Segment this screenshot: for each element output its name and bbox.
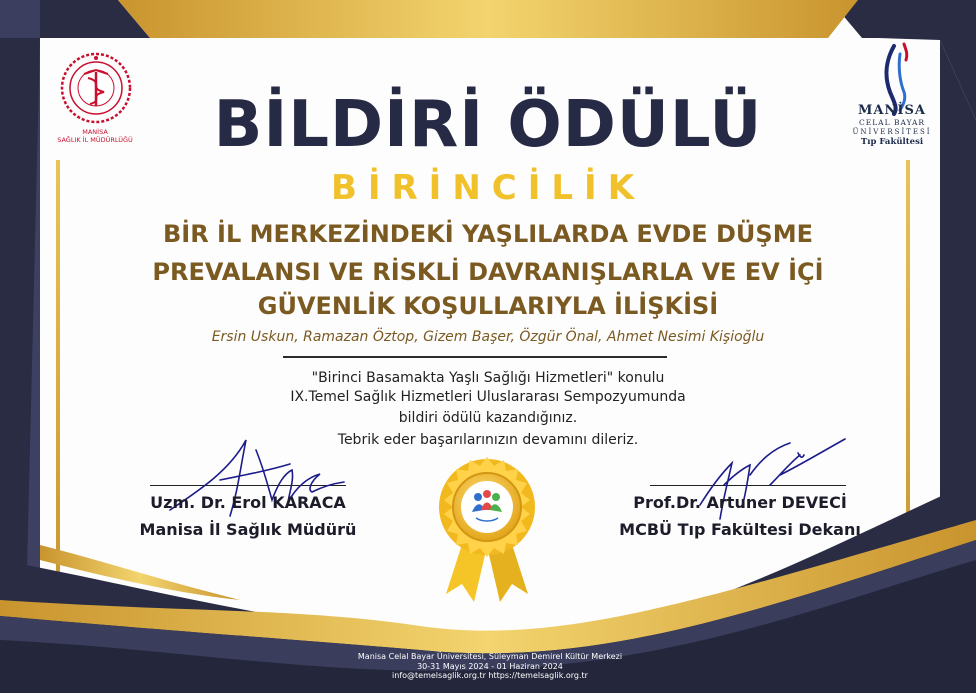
paper-title-line-3: GÜVENLİK KOŞULLARIYLA İLİŞKİSİ xyxy=(257,292,719,320)
body-line-4: Tebrik eder başarılarınızın devamını dileriz. xyxy=(337,432,639,448)
body-line-1: "Birinci Basamakta Yaşlı Sağlığı Hizmetleri" konulu xyxy=(311,370,665,386)
left-logo-line2: SAĞLIK İL MÜDÜRLÜĞÜ xyxy=(57,136,133,144)
right-logo-line3: ÜNİVERSİTESİ xyxy=(852,128,932,136)
footer-dates: 30-31 Mayıs 2024 - 01 Haziran 2024 xyxy=(417,661,563,671)
medal-icon xyxy=(432,452,542,612)
right-signatory-name: Prof.Dr. Artuner DEVECİ xyxy=(633,493,847,512)
body-line-2: IX.Temel Sağlık Hizmetleri Uluslararası Sempozyumunda xyxy=(290,389,686,405)
right-logo-line1: MANİSA xyxy=(858,103,926,118)
authors: Ersin Uskun, Ramazan Öztop, Gizem Başer, Özgür Önal, Ahmet Nesimi Kişioğlu xyxy=(211,329,765,345)
right-logo-line4: Tıp Fakültesi xyxy=(860,137,924,147)
divider xyxy=(283,356,667,358)
right-signatory-role: MCBÜ Tıp Fakültesi Dekanı xyxy=(619,520,861,539)
left-logo-line1: MANİSA xyxy=(82,128,108,136)
footer-contact: info@temelsaglik.org.tr https://temelsaglik.org.tr xyxy=(392,671,588,680)
certificate-title: BİLDİRİ ÖDÜLÜ xyxy=(213,88,763,162)
award-rank: BİRİNCİLİK xyxy=(330,168,646,208)
right-logo-line2: CELAL BAYAR xyxy=(858,118,926,127)
paper-title-line-1: BİR İL MERKEZİNDEKİ YAŞLILARDA EVDE DÜŞME xyxy=(163,220,813,248)
footer-venue: Manisa Celal Bayar Üniversitesi, Süleyman Demirel Kültür Merkezi xyxy=(357,652,623,661)
paper-title-line-2: PREVALANSI VE RİSKLİ DAVRANIŞLARLA VE EV İÇİ xyxy=(152,258,824,286)
body-line-3: bildiri ödülü kazandığınız. xyxy=(398,410,578,426)
left-signatory-role: Manisa İl Sağlık Müdürü xyxy=(139,520,357,539)
left-signatory-name: Uzm. Dr. Erol KARACA xyxy=(150,493,346,512)
footer xyxy=(300,652,680,681)
